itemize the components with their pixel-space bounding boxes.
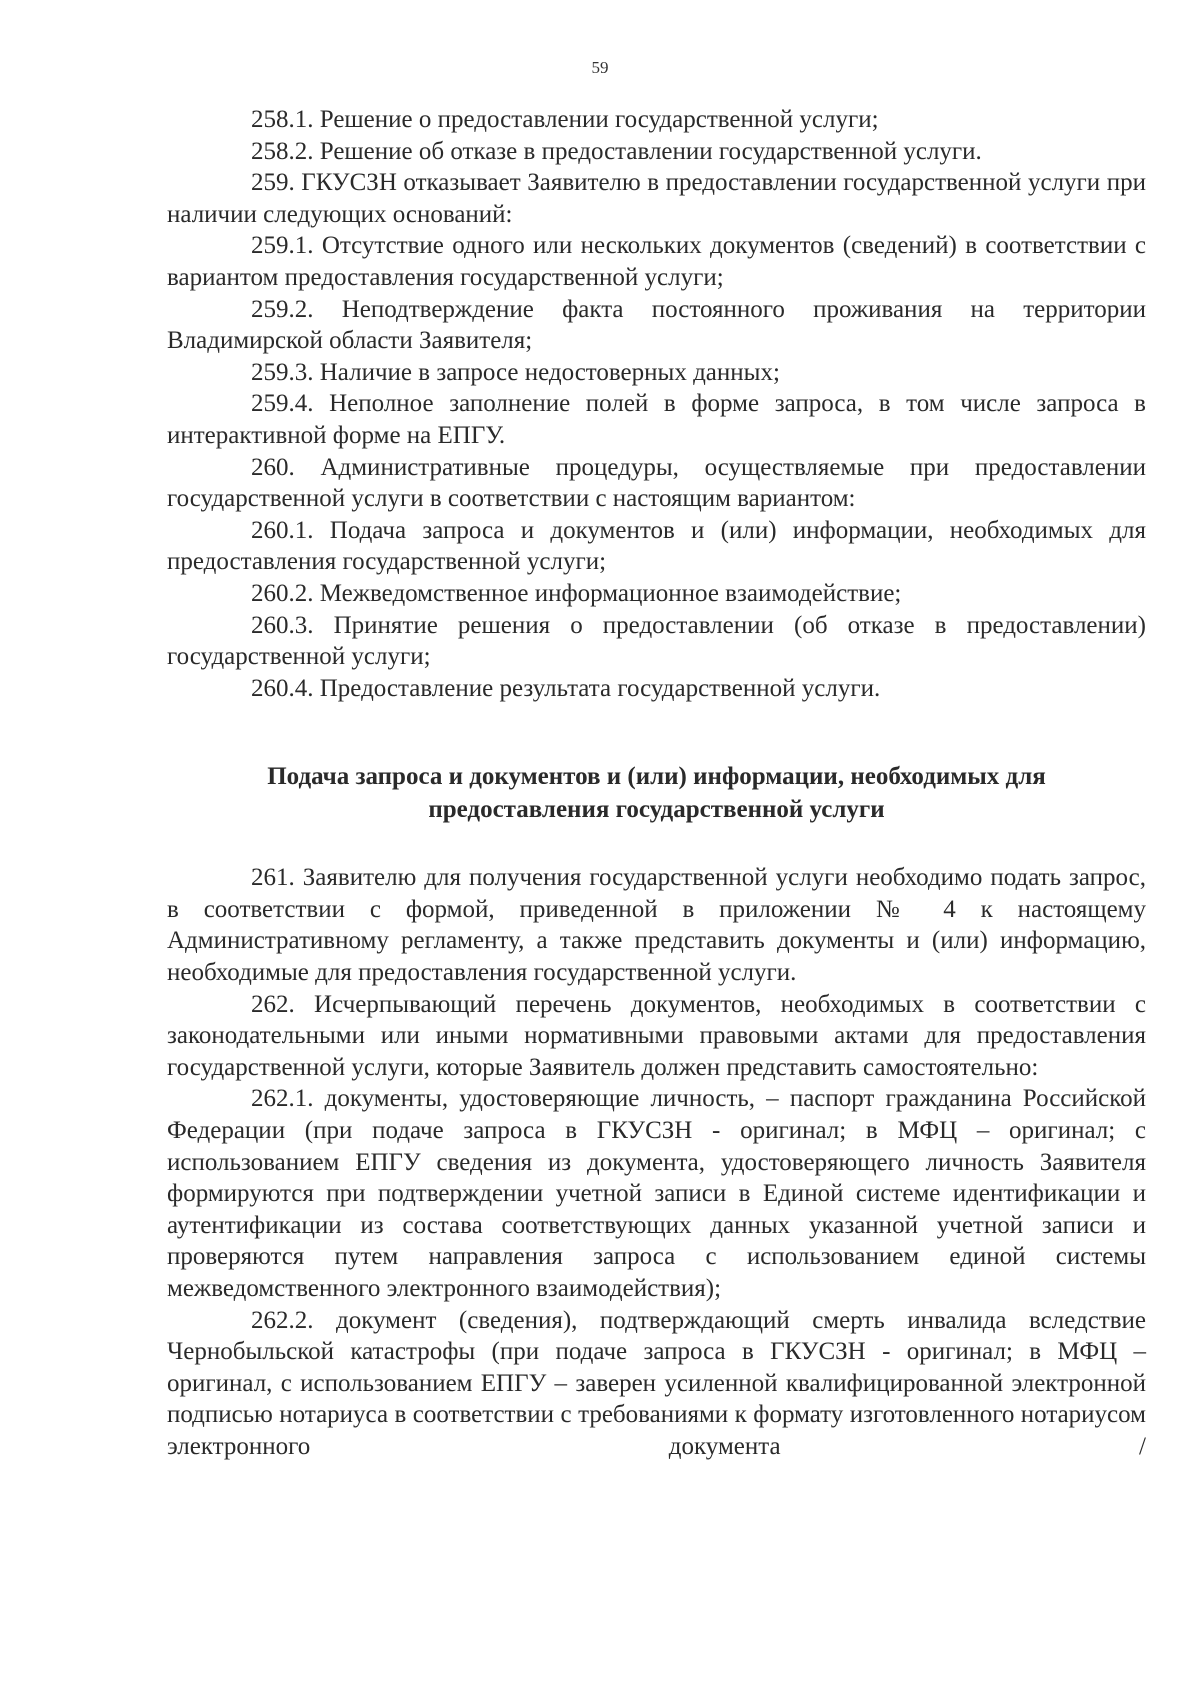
paragraph-259: 259. ГКУСЗН отказывает Заявителю в предоставлении государственной услуги при наличии следующих оснований: — [167, 169, 1146, 228]
paragraph-258-2: 258.2. Решение об отказе в предоставлении государственной услуги. — [251, 137, 982, 165]
paragraph-262: 262. Исчерпывающий перечень документов, необходимых в соответствии с законодательными или иными нормативными правовыми актами для предоставления государственной услуги, которые Заявитель должен представить самостоятельно: — [167, 990, 1146, 1081]
section-heading — [167, 760, 1146, 826]
paragraph-260-4: 260.4. Предоставление результата государственной услуги. — [251, 674, 881, 702]
paragraph-259-4: 259.4. Неполное заполнение полей в форме запроса, в том числе запроса в интерактивной форме на ЕПГУ. — [167, 390, 1146, 449]
paragraph-259-1: 259.1. Отсутствие одного или нескольких документов (сведений) в соответствии с вариантом предоставления государственной услуги; — [167, 232, 1146, 291]
paragraph-262-1: 262.1. документы, удостоверяющие личность, – паспорт гражданина Российской Федерации (при подаче запроса в ГКУСЗН - оригинал; в МФЦ – оригинал; с использованием ЕПГУ сведения из документа, удостоверяющего личность Заявителя формируются при подтверждении учетной записи в Единой системе идентификации и аутентификации из состава соответствующих данных указанной учетной записи и проверяются путем направления запроса с использованием единой системы межведомственного электронного взаимодействия); — [167, 1085, 1146, 1302]
paragraph-260-1: 260.1. Подача запроса и документов и (или) информации, необходимых для предоставления государственной услуги; — [167, 516, 1146, 576]
paragraph-259-3: 259.3. Наличие в запросе недостоверных данных; — [251, 358, 780, 386]
paragraph-260: 260. Административные процедуры, осуществляемые при предоставлении государственной услуги в соответствии с настоящим вариантом: — [167, 453, 1146, 513]
page-number: 59 — [591, 58, 609, 77]
paragraph-258-1: 258.1. Решение о предоставлении государственной услуги; — [251, 106, 879, 133]
paragraph-261: 261. Заявителю для получения государственной услуги необходимо подать запрос, в соответствии с формой, приведенной в приложении № 4 к настоящему Административному регламенту, а также представить документы и (или) информацию, необходимые для предоставления государственной услуги. — [167, 864, 1146, 987]
paragraph-260-2: 260.2. Межведомственное информационное взаимодействие; — [251, 579, 902, 607]
paragraph-262-2: 262.2. документ (сведения), подтверждающий смерть инвалида вследствие Чернобыльской катастрофы (при подаче запроса в ГКУСЗН - оригинал; в МФЦ – оригинал, с использованием ЕПГУ – заверен усиленной квалифицированной электронной подписью нотариуса в соответствии с требованиями к формату изготовленного нотариусом электронного документа / — [167, 1306, 1146, 1460]
paragraph-259-2: 259.2. Неподтверждение факта постоянного проживания на территории Владимирской области Заявителя; — [167, 295, 1146, 355]
section-heading-line-1: Подача запроса и документов и (или) информации, необходимых для — [267, 763, 1046, 791]
section-heading-line-2: предоставления государственной услуги — [428, 796, 885, 824]
document-body — [167, 104, 1146, 1463]
paragraph-260-3: 260.3. Принятие решения о предоставлении (об отказе в предоставлении) государственной услуги; — [167, 611, 1146, 671]
